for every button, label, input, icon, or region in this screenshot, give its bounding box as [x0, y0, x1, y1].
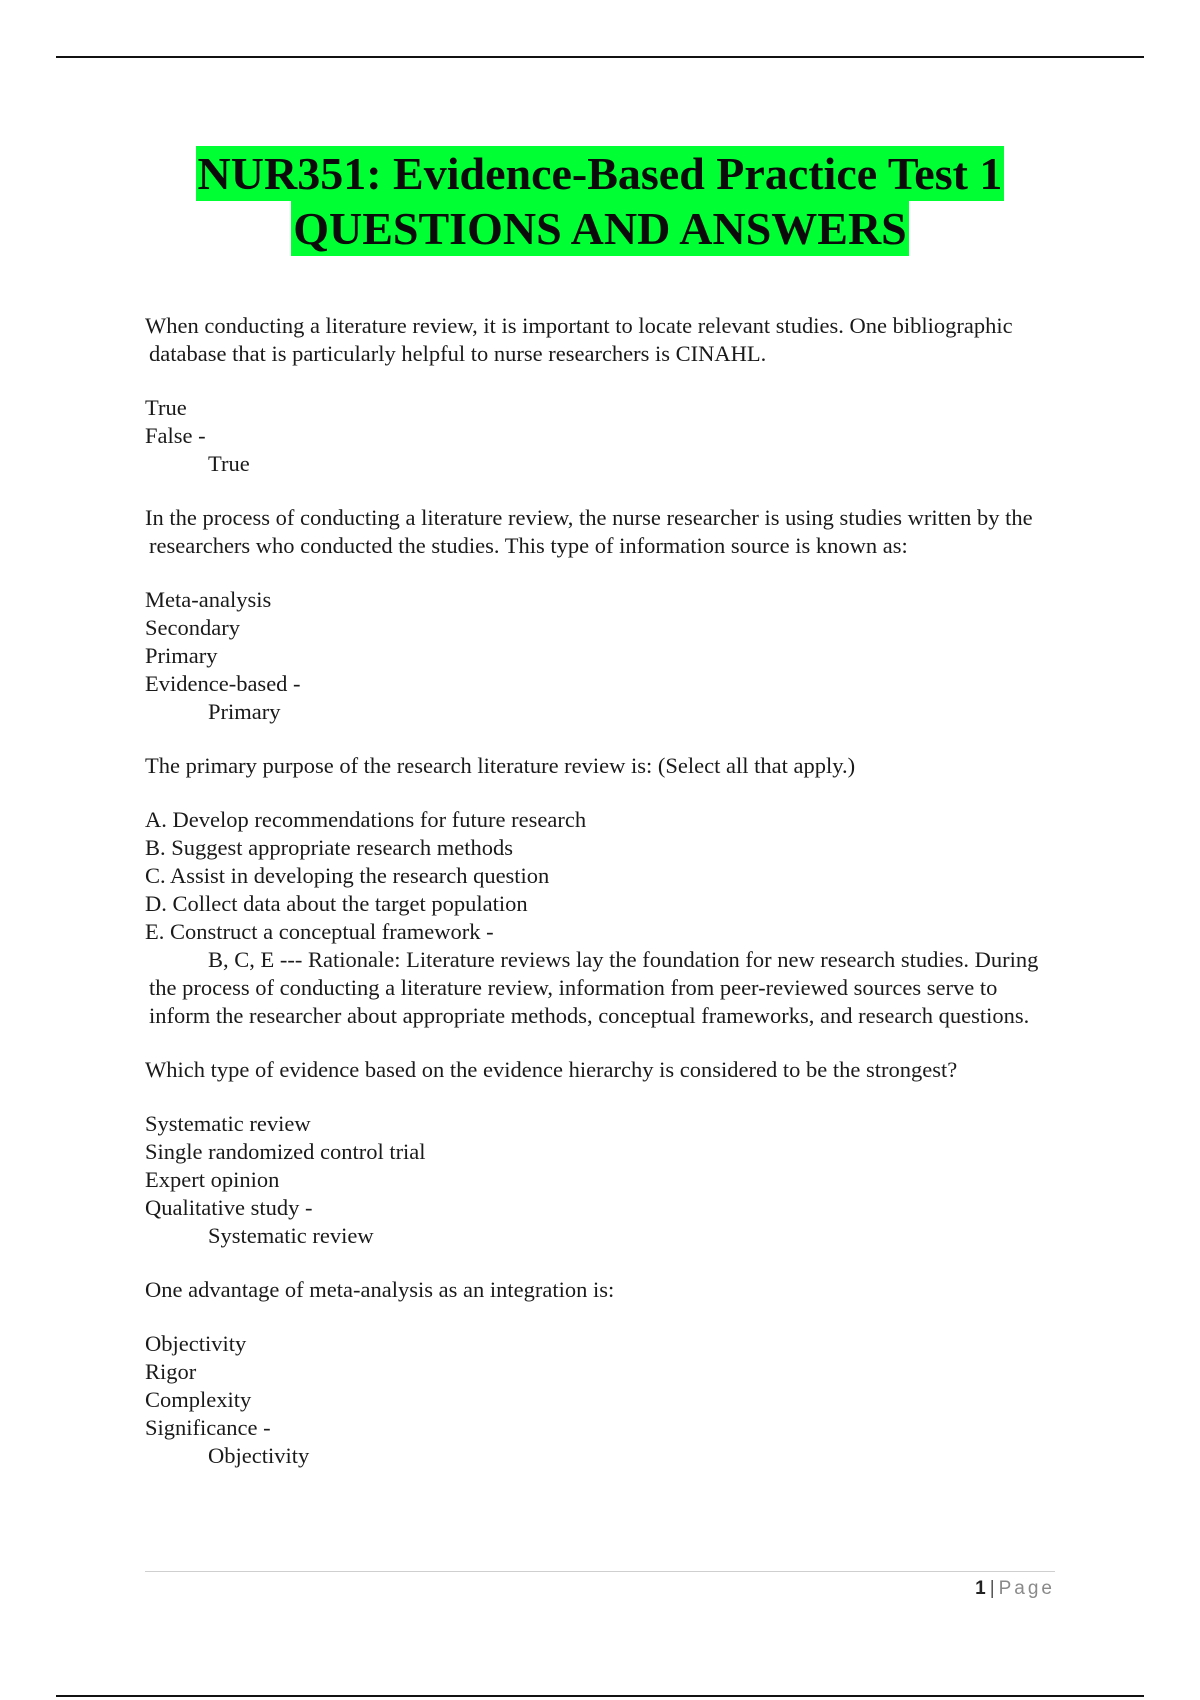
option-item: C. Assist in developing the research question [145, 863, 550, 888]
answer-text [145, 698, 1055, 726]
option-item: Secondary [145, 615, 240, 640]
option-item: Primary [145, 643, 218, 668]
footer-rule [145, 1571, 1055, 1572]
answer-text [145, 946, 1055, 1030]
answer-value: Objectivity [208, 1443, 310, 1468]
top-border-rule [56, 56, 1144, 58]
answer-text [145, 450, 1055, 478]
option-item: Qualitative study - [145, 1195, 313, 1220]
question-block-3 [145, 752, 1055, 1030]
answer-text [145, 1442, 1055, 1470]
question-block-4 [145, 1056, 1055, 1250]
option-item: E. Construct a conceptual framework - [145, 919, 494, 944]
question-text: In the process of conducting a literature review, the nurse researcher is using studies written by the researchers who conducted the studies. This type of information source is known as: [145, 505, 1033, 558]
answer-value: True [208, 451, 250, 476]
question-block-5 [145, 1276, 1055, 1470]
page-label: Page [998, 1578, 1055, 1599]
option-item: Systematic review [145, 1111, 311, 1136]
option-item: Meta-analysis [145, 587, 272, 612]
option-item: Single randomized control trial [145, 1139, 426, 1164]
option-item: True [145, 395, 187, 420]
option-item: Rigor [145, 1359, 197, 1384]
option-item: Complexity [145, 1387, 252, 1412]
question-block-1 [145, 312, 1055, 478]
page-footer [975, 1577, 1055, 1601]
question-text: The primary purpose of the research literature review is: (Select all that apply.) [145, 753, 856, 778]
question-text: Which type of evidence based on the evidence hierarchy is considered to be the strongest? [145, 1057, 958, 1082]
option-item: D. Collect data about the target population [145, 891, 528, 916]
answer-value: Systematic review [208, 1223, 374, 1248]
answer-value: B, C, E --- Rationale: Literature reviews lay the foundation for new research studies. During the process of conducting a literature review, information from peer-reviewed sources serve to inform the researcher about appropriate methods, conceptual frameworks, and research questions. [149, 947, 1039, 1028]
option-item: Evidence-based - [145, 671, 301, 696]
title-line-2: QUESTIONS AND ANSWERS [293, 203, 907, 254]
question-block-2 [145, 504, 1055, 726]
option-item: False - [145, 423, 206, 448]
option-item: Significance - [145, 1415, 271, 1440]
title-line-1: NUR351: Evidence-Based Practice Test 1 [197, 148, 1003, 199]
option-item: Expert opinion [145, 1167, 280, 1192]
option-item: B. Suggest appropriate research methods [145, 835, 514, 860]
document-title [0, 146, 1200, 256]
answer-text [145, 1222, 1055, 1250]
questions-list [145, 312, 1055, 1470]
question-text: When conducting a literature review, it is important to locate relevant studies. One bibliographic database that is particularly helpful to nurse researchers is CINAHL. [145, 313, 1013, 366]
answer-value: Primary [208, 699, 281, 724]
bottom-border-rule [56, 1695, 1144, 1697]
page-number: 1 [975, 1578, 986, 1599]
option-item: A. Develop recommendations for future research [145, 807, 587, 832]
question-text: One advantage of meta-analysis as an integration is: [145, 1277, 615, 1302]
footer-separator: | [989, 1578, 995, 1599]
option-item: Objectivity [145, 1331, 247, 1356]
